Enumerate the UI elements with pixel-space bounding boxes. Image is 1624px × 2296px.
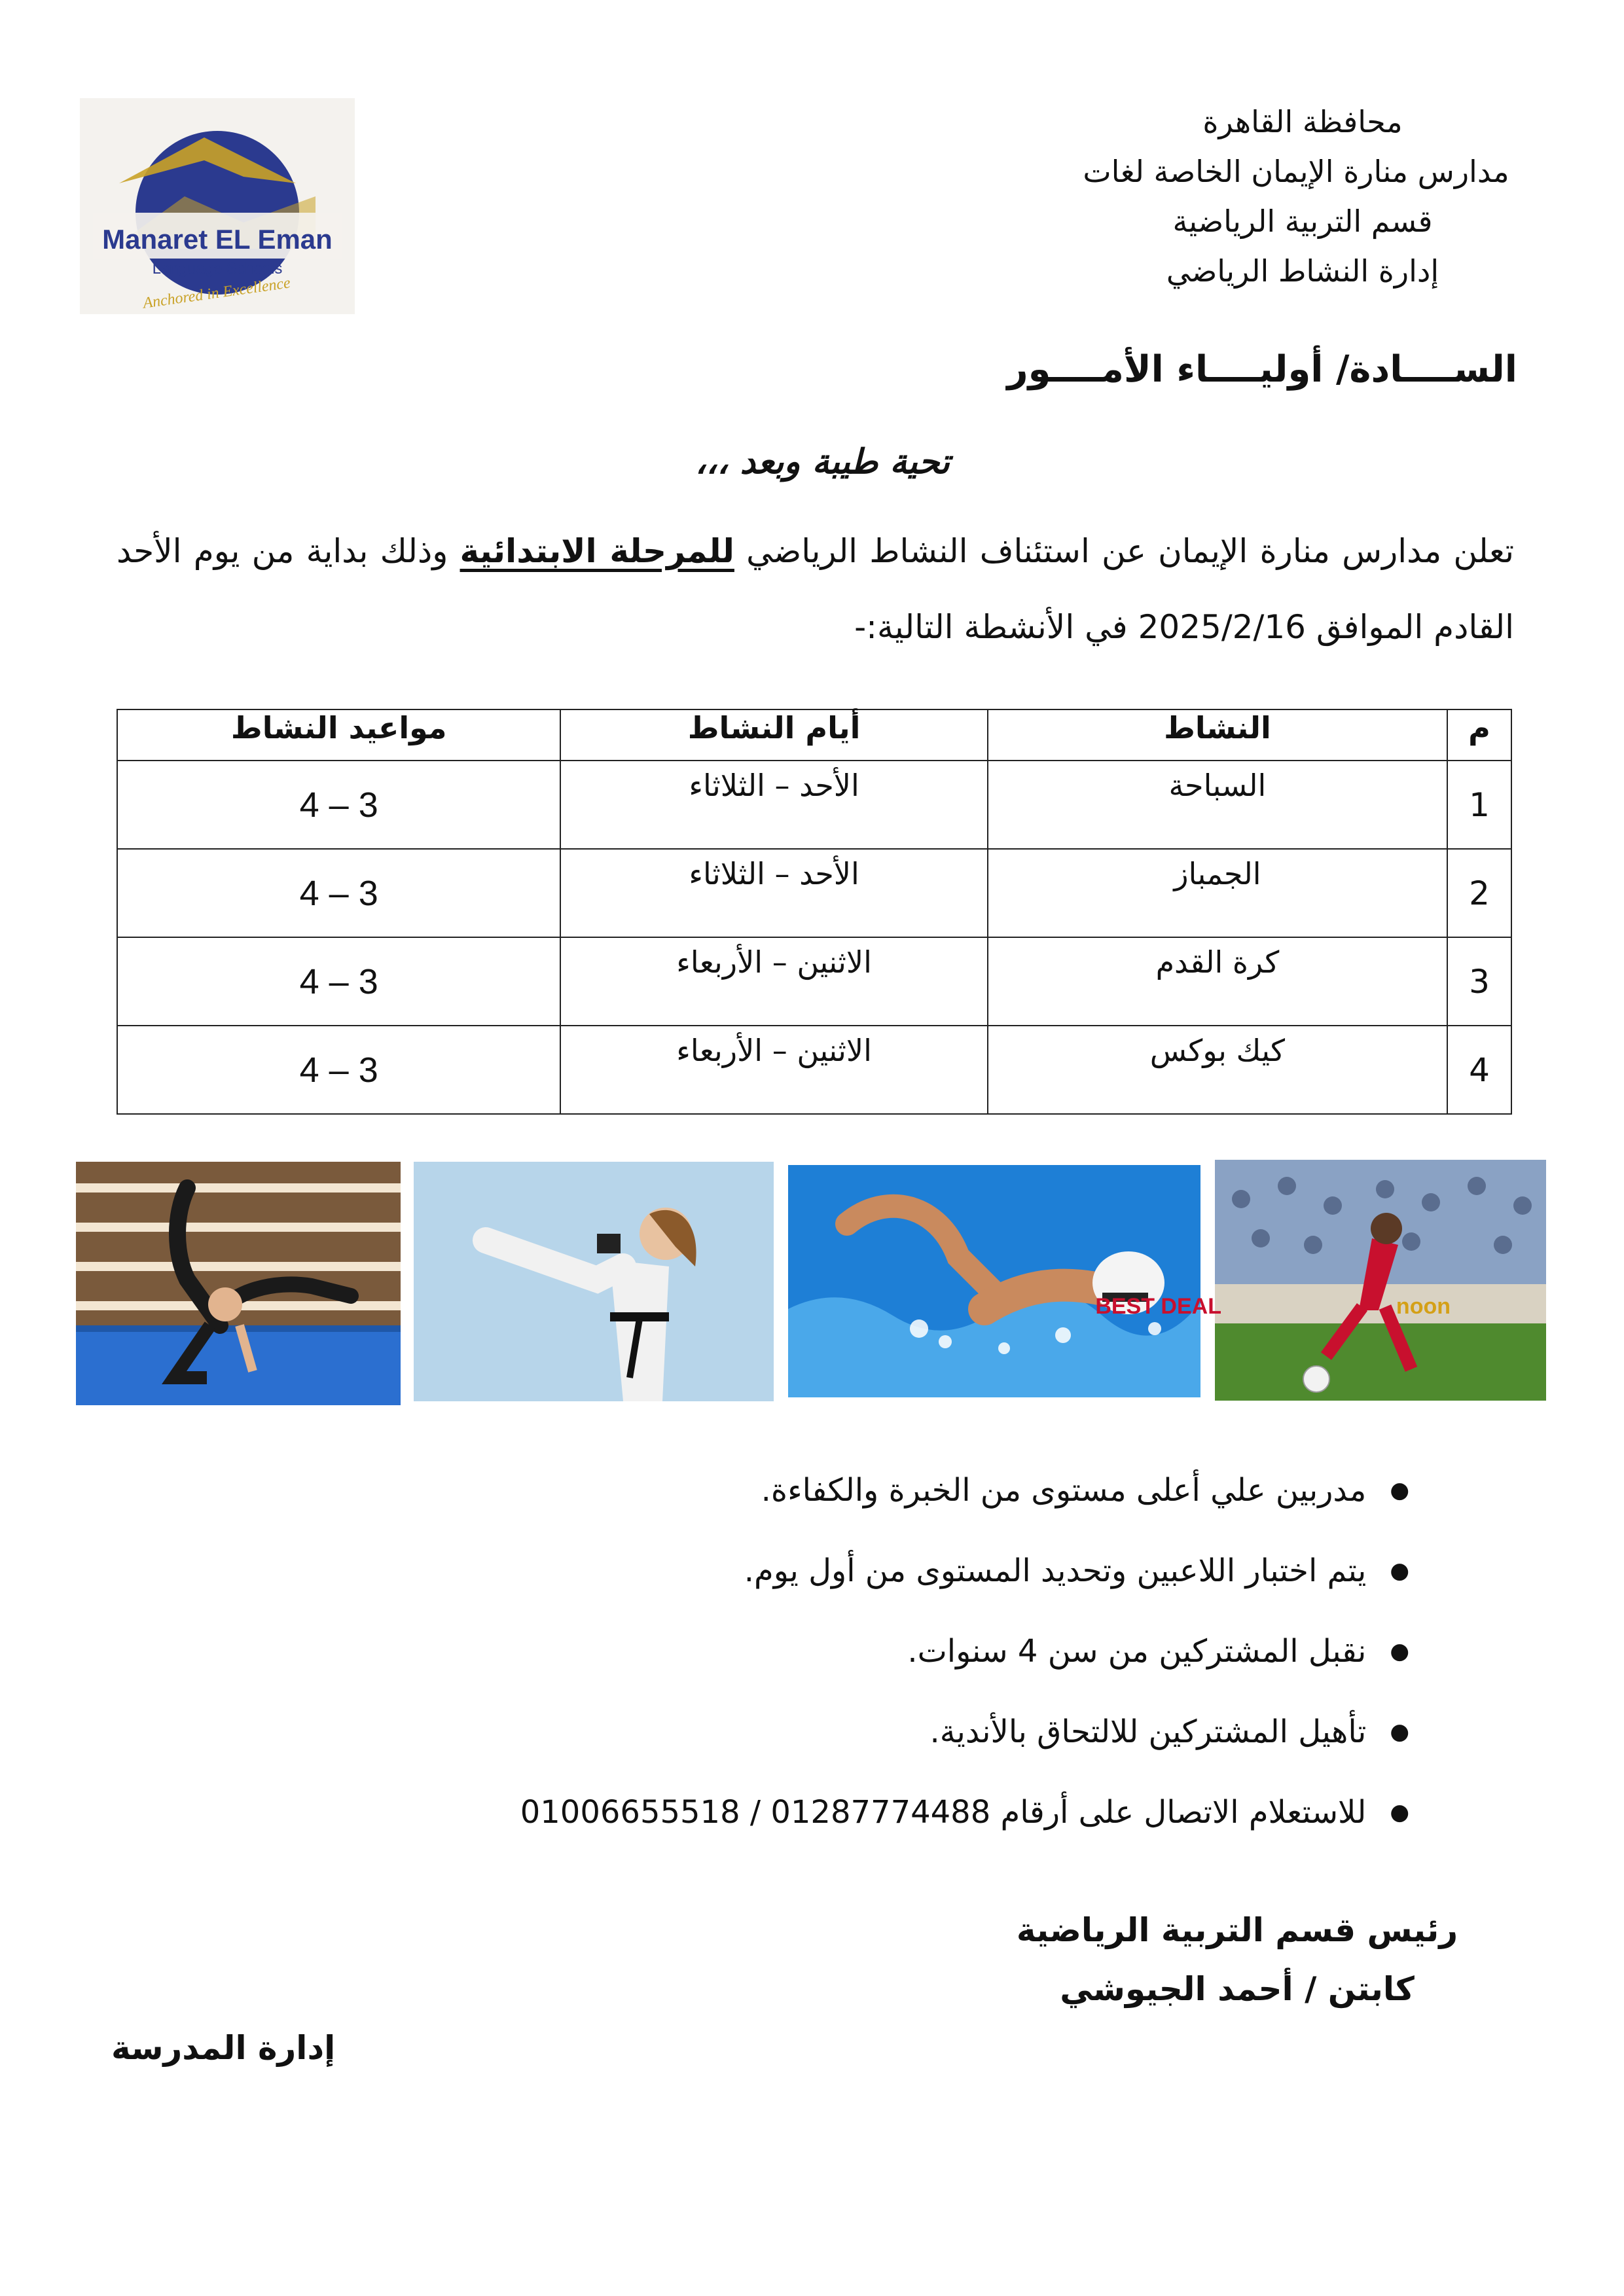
cell-num: 3 (1447, 937, 1511, 1026)
list-item (166, 1772, 1409, 1852)
cell-num: 4 (1447, 1026, 1511, 1114)
list-item-text: نقبل المشتركين من سن 4 سنوات. (907, 1632, 1367, 1670)
school-administration: إدارة المدرسة (111, 2029, 336, 2067)
header-num: م (1447, 709, 1511, 761)
signature-name: كابتن / أحمد الجيوشي (1060, 1970, 1415, 2008)
football-banner-text: BEST DEAL (1095, 1294, 1221, 1319)
photo-gymnastics (76, 1162, 401, 1405)
table-row (117, 937, 1511, 1026)
cell-days: الأحد – الثلاثاء (560, 849, 987, 937)
logo-tagline: Anchored in Excellence (141, 274, 292, 312)
cell-num: 2 (1447, 849, 1511, 937)
list-item (166, 1691, 1409, 1772)
cell-activity: كرة القدم (988, 937, 1447, 1026)
school-logo (80, 98, 355, 314)
header-administration: إدارة النشاط الرياضي (1166, 253, 1439, 289)
announcement-text-part1: تعلن مدارس منارة الإيمان عن استئناف النشاط الرياضي (734, 532, 1514, 570)
photo-football (1095, 1160, 1546, 1401)
signature-title: رئيس قسم التربية الرياضية (1016, 1911, 1458, 1949)
photo-kickboxing (414, 1162, 774, 1401)
header-department: قسم التربية الرياضية (1172, 204, 1433, 239)
cell-days: الاثنين – الأربعاء (560, 1026, 987, 1114)
cell-num: 1 (1447, 761, 1511, 849)
addressee-line: الســــادة/ أوليــــاء الأمــــور (1007, 348, 1517, 391)
table-row (117, 849, 1511, 937)
header-days: أيام النشاط (560, 709, 987, 761)
table-row (117, 761, 1511, 849)
list-item-text: يتم اختبار اللاعبين وتحديد المستوى من أول يوم. (744, 1552, 1367, 1589)
features-list (166, 1450, 1409, 1852)
greeting-line: تحية طيبة وبعد ،،، (695, 442, 950, 482)
list-item (166, 1530, 1409, 1611)
cell-activity: كيك بوكس (988, 1026, 1447, 1114)
activities-table (117, 709, 1512, 1115)
cell-activity: الجمباز (988, 849, 1447, 937)
cell-times: 3 – 4 (117, 937, 560, 1026)
header-school-name: مدارس منارة الإيمان الخاصة لغات (1083, 154, 1509, 189)
cell-days: الأحد – الثلاثاء (560, 761, 987, 849)
table-header-row (117, 709, 1511, 761)
list-item-text: تأهيل المشتركين للالتحاق بالأندية. (929, 1713, 1367, 1750)
cell-times: 3 – 4 (117, 761, 560, 849)
table-row (117, 1026, 1511, 1114)
announcement-highlight: للمرحلة الابتدائية (460, 532, 734, 570)
bullet-icon: ● (1390, 1557, 1409, 1584)
photo-swimming (788, 1165, 1200, 1397)
announcement-paragraph (117, 513, 1514, 665)
logo-graphic (80, 98, 355, 314)
header-activity: النشاط (988, 709, 1447, 761)
bullet-icon: ● (1390, 1718, 1409, 1745)
list-item-text: مدربين علي أعلى مستوى من الخبرة والكفاءة. (761, 1471, 1367, 1509)
bullet-icon: ● (1390, 1477, 1409, 1503)
cell-times: 3 – 4 (117, 849, 560, 937)
cell-times: 3 – 4 (117, 1026, 560, 1114)
list-item-text: للاستعلام الاتصال على أرقام 01287774488 / 01006655518 (520, 1793, 1367, 1831)
logo-name: Manaret EL Eman (102, 224, 333, 255)
header-times: مواعيد النشاط (117, 709, 560, 761)
list-item (166, 1611, 1409, 1691)
header-governorate: محافظة القاهرة (1202, 104, 1403, 139)
bullet-icon: ● (1390, 1799, 1409, 1825)
bullet-icon: ● (1390, 1638, 1409, 1664)
list-item (166, 1450, 1409, 1530)
cell-activity: السباحة (988, 761, 1447, 849)
logo-subtitle: Language Schools (152, 260, 283, 278)
football-sponsor-text: noon (1396, 1294, 1451, 1319)
cell-days: الاثنين – الأربعاء (560, 937, 987, 1026)
announcement-text-part2: وذلك بداية من يوم الأحد القادم الموافق 2025/2/16 في الأنشطة التالية:- (117, 532, 1514, 646)
